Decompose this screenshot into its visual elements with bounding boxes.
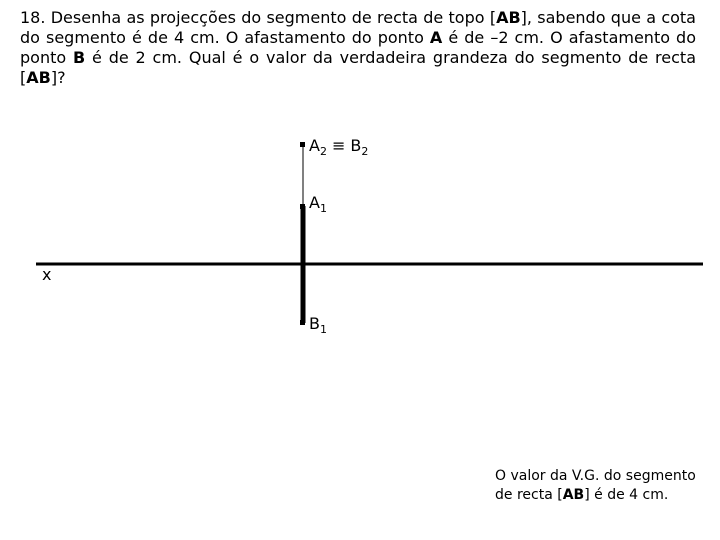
question-part-5: ]?: [50, 68, 66, 87]
point-a1-marker: [300, 204, 305, 209]
segment-name: AB: [496, 8, 521, 27]
label-a1-letter: A: [309, 193, 320, 212]
question-part-1: 18. Desenha as projecções do segmento de recta de topo [: [20, 8, 497, 27]
label-b1-subscript: 1: [319, 323, 327, 336]
coincident-symbol: ≡: [331, 136, 346, 155]
answer-part-1: O valor da V.G. do segmento de recta [: [495, 468, 696, 503]
answer-part-2: ] é de 4 cm.: [584, 487, 669, 503]
question-part-4: é de 2 cm. Qual é o valor da verdadeira grandeza do segmento de recta [: [20, 48, 696, 87]
label-a2-letter: A: [309, 136, 320, 155]
label-b2-subscript: 2: [361, 145, 369, 158]
label-a2-b2: [309, 136, 368, 158]
label-a2-subscript: 2: [319, 145, 327, 158]
answer-segment-name: AB: [562, 487, 585, 503]
x-axis-label: x: [42, 265, 52, 284]
label-b1: [309, 314, 327, 336]
label-a1: [309, 193, 327, 215]
answer-text: [495, 467, 705, 505]
label-b2-letter: B: [350, 136, 362, 155]
question-part-2: ], sabendo que a cota do segmento é de 4 cm. O afastamento do ponto: [20, 8, 696, 47]
point-a-name: A: [429, 28, 443, 47]
point-b1-marker: [300, 320, 305, 325]
label-b1-letter: B: [309, 314, 320, 333]
question-part-3: é de –2 cm. O afastamento do ponto: [20, 28, 697, 67]
segment-name-2: AB: [26, 68, 51, 87]
point-b-name: B: [72, 48, 86, 67]
point-a2-b2-marker: [300, 142, 305, 147]
label-a1-subscript: 1: [319, 202, 327, 215]
